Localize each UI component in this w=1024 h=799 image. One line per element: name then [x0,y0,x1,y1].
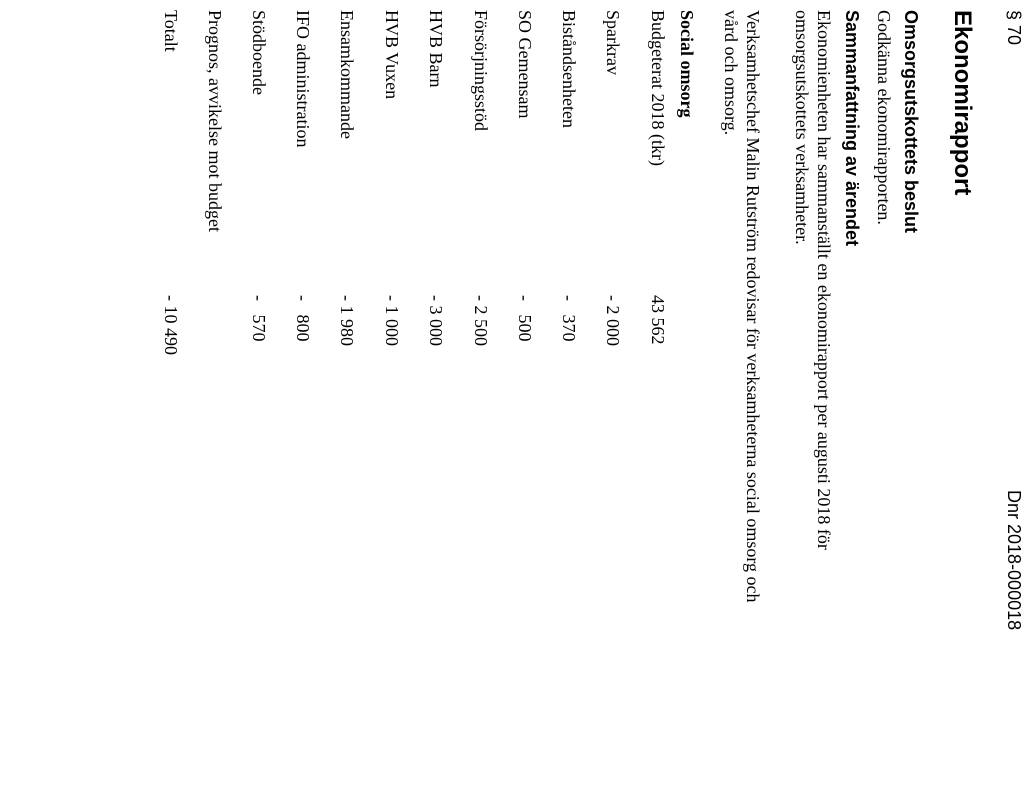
report-text-line: Verksamhetschef Malin Rutström redovisar för verksamheterna social omsorg och [743,10,763,603]
budget-row-label: Stödboende [249,10,269,95]
budget-row-value: - 2 000 [603,295,623,346]
budget-row-value: - 370 [559,295,579,342]
decision-heading: Omsorgsutskottets beslut [901,10,921,234]
total-value: - 10 490 [161,295,181,355]
budget-row-value: - 570 [249,295,269,342]
document-title: Ekonomirapport [949,10,976,196]
paragraph-reference: § 70 [1004,10,1024,46]
budget-row-value: - 2 500 [471,295,491,346]
budget-row-value: - 1 980 [337,295,357,346]
budget-row-label: Sparkrav [603,10,623,75]
budget-row-label: IFO administration [293,10,313,148]
budget-row-value: - 800 [293,295,313,342]
decision-text: Godkänna ekonomirapporten. [874,10,894,225]
report-text-line: vård och omsorg. [721,10,741,136]
summary-text-line: Ekonomienheten har sammanställt en ekonomirapport per augusti 2018 för [814,10,834,550]
budget-row-label: Budgeterat 2018 (tkr) [648,10,668,166]
budget-row-value: - 3 000 [426,295,446,346]
summary-text-line: omsorgsutskottets verksamheter. [792,10,812,245]
budget-row-label: SO Gemensam [515,10,535,119]
budget-row-value: 43 562 [648,295,668,345]
budget-row-value: - 1 000 [382,295,402,346]
section-heading-social-omsorg: Social omsorg [677,10,697,118]
budget-row-label: Biståndsenheten [559,10,579,128]
budget-row-label: Försörjningsstöd [471,10,491,132]
diary-number: Dnr 2018-000018 [1004,490,1024,631]
total-label: Totalt [161,10,181,52]
budget-row-label: HVB Barn [426,10,446,88]
budget-row-value: - 500 [515,295,535,342]
forecast-label: Prognos, avvikelse mot budget [205,10,225,232]
budget-row-label: Ensamkommande [337,10,357,139]
budget-row-label: HVB Vuxen [382,10,402,100]
summary-heading: Sammanfattning av ärendet [842,10,862,247]
